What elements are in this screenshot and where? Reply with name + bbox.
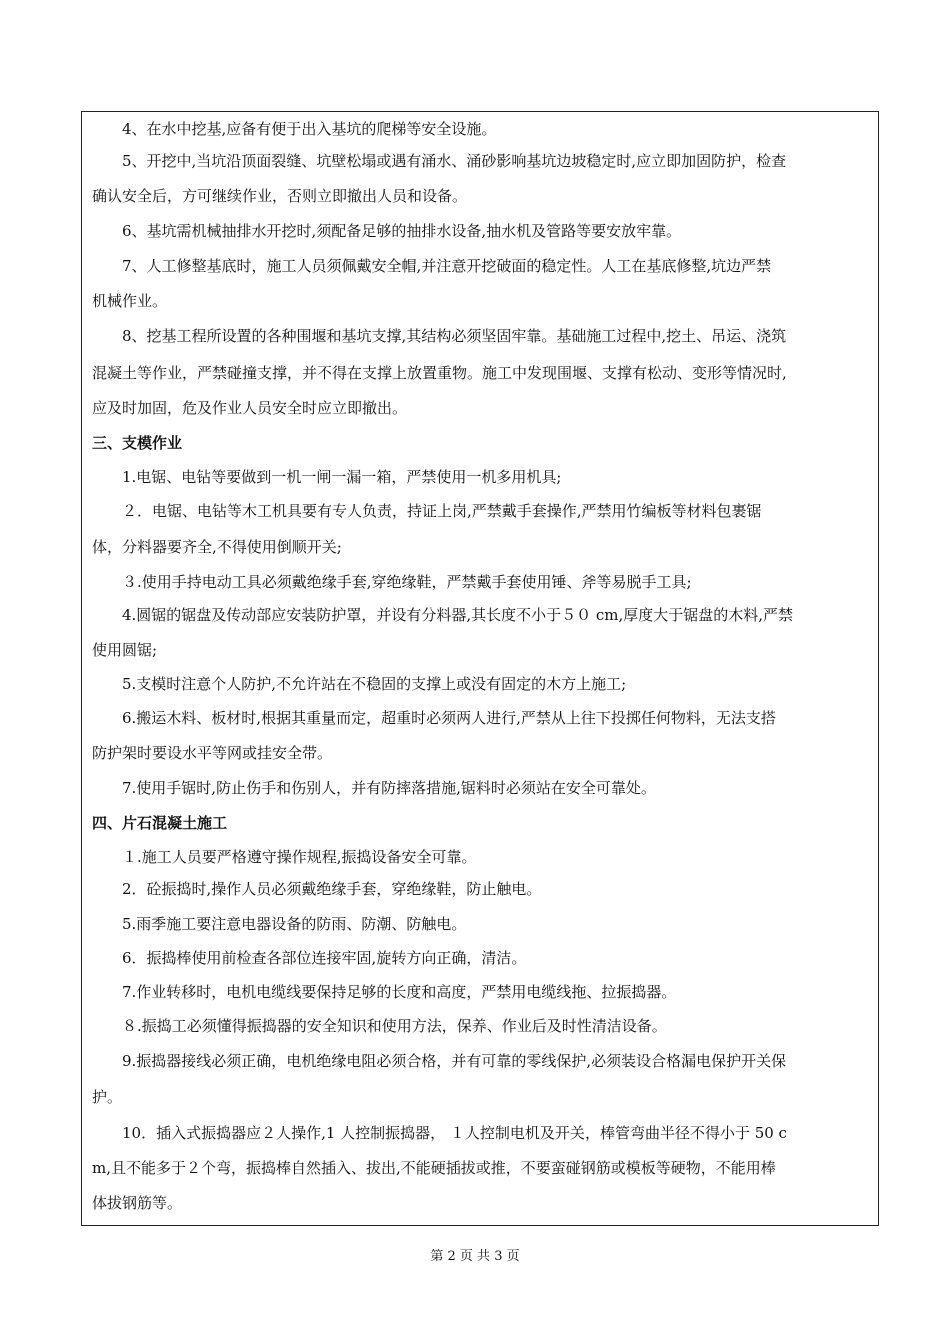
text-line: 7.作业转移时，电机电缆线要保持足够的长度和高度，严禁用电缆线拖、拉振捣器。 xyxy=(122,983,677,1001)
text-line: 使用圆锯; xyxy=(92,641,158,659)
text-line: １.施工人员要严格遵守操作规程,振捣设备安全可靠。 xyxy=(122,848,477,866)
text-line: 9.振捣器接线必须正确，电机绝缘电阻必须合格，并有可靠的零线保护,必须装设合格漏电保护开关保 xyxy=(122,1052,787,1070)
page-footer: 第 2 页 共 3 页 xyxy=(430,1249,520,1264)
text-line: 5、开挖中,当坑沿顶面裂缝、坑壁松塌或遇有涌水、涌砂影响基坑边坡稳定时,应立即加固防护，检查 xyxy=(122,152,787,170)
text-line: 5.支模时注意个人防护,不允许站在不稳固的支撑上或没有固定的木方上施工; xyxy=(122,675,627,693)
text-line: 5.雨季施工要注意电器设备的防雨、防潮、防触电。 xyxy=(122,915,467,933)
text-line: 确认安全后，方可继续作业，否则立即撤出人员和设备。 xyxy=(92,187,468,205)
text-line: ３.使用手持电动工具必须戴绝缘手套,穿绝缘鞋，严禁戴手套使用锤、斧等易脱手工具; xyxy=(122,573,692,591)
text-line: 混凝土等作业，严禁碰撞支撑，并不得在支撑上放置重物。施工中发现围堰、支撑有松动、变形等情况时, xyxy=(92,364,787,382)
text-line: 7、人工修整基底时，施工人员须佩戴安全帽,并注意开挖破面的稳定性。人工在基底修整,坑边严禁 xyxy=(122,257,772,275)
text-line: 6.搬运木料、板材时,根据其重量而定，超重时必须两人进行,严禁从上往下投掷任何物料，无法支搭 xyxy=(122,709,776,727)
text-line: 8、挖基工程所设置的各种围堰和基坑支撑,其结构必须坚固牢靠。基础施工过程中,挖土、吊运、浇筑 xyxy=(122,327,787,345)
text-line: 防护架时要设水平等网或挂安全带。 xyxy=(92,744,333,762)
text-line: 2．砼振捣时,操作人员必须戴绝缘手套，穿绝缘鞋，防止触电。 xyxy=(122,880,542,898)
text-line: 1.电锯、电钻等要做到一机一闸一漏一箱，严禁使用一机多用机具; xyxy=(122,468,562,486)
text-line: 10．插入式振捣器应２人操作,1 人控制振捣器， １人控制电机及开关，棒管弯曲半径不得小于 50 c xyxy=(122,1124,787,1142)
text-line: 体，分料器要齐全,不得使用倒顺开关; xyxy=(92,538,342,556)
text-line: m,且不能多于２个弯，振捣棒自然插入、拔出,不能硬插拔或推，不要蛮碰钢筋或模板等硬物，不能用棒 xyxy=(92,1159,776,1177)
section-heading: 四、片石混凝土施工 xyxy=(92,814,228,832)
text-line: 6、基坑需机械抽排水开挖时,须配备足够的抽排水设备,抽水机及管路等要安放牢靠。 xyxy=(122,222,682,240)
text-line: 应及时加固，危及作业人员安全时应立即撤出。 xyxy=(92,399,408,417)
text-line: 体拔钢筋等。 xyxy=(92,1194,183,1212)
text-line: ８.振捣工必须懂得振捣器的安全知识和使用方法，保养、作业后及时性清洁设备。 xyxy=(122,1017,667,1035)
text-line: 7.使用手锯时,防止伤手和伤别人，并有防摔落措施,锯料时必须站在安全可靠处。 xyxy=(122,779,656,797)
section-heading: 三、支模作业 xyxy=(92,434,183,452)
text-line: 4.圆锯的锯盘及传动部应安装防护罩，并设有分料器,其长度不小于５０ cm,厚度大于锯盘的木料,严禁 xyxy=(122,606,794,624)
text-line: 4、在水中挖基,应备有便于出入基坑的爬梯等安全设施。 xyxy=(122,120,497,138)
text-line: 6．振捣棒使用前检查各部位连接牢固,旋转方向正确，清洁。 xyxy=(122,949,527,967)
content-frame xyxy=(81,111,879,1226)
text-line: ２．电锯、电钻等木工机具要有专人负责，持证上岗,严禁戴手套操作,严禁用竹编板等材料包裹锯 xyxy=(122,502,762,520)
text-line: 机械作业。 xyxy=(92,292,168,310)
text-line: 护。 xyxy=(92,1088,123,1106)
